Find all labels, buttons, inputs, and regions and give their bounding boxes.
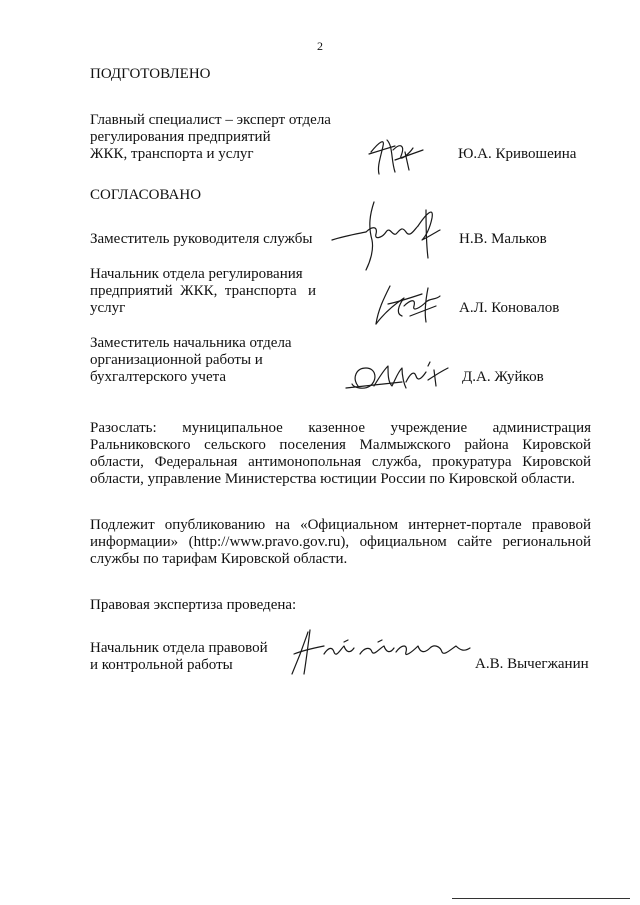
- position-line: бухгалтерского учета: [90, 369, 227, 385]
- paragraph-line: Ральниковского сельского поселения Малмыжского района Кировской: [90, 437, 591, 453]
- agreed-name-3: Д.А. Жуйков: [462, 369, 544, 385]
- paragraph-line: информации» (http://www.pravo.gov.ru), официальном сайте региональной: [90, 534, 591, 550]
- position-line: Главный специалист – эксперт отдела: [90, 112, 331, 128]
- agreed-name-1: Н.В. Мальков: [459, 231, 547, 247]
- agreed-position-3: [90, 335, 340, 386]
- signature-zhuykov: [344, 356, 454, 396]
- position-line: и контрольной работы: [90, 657, 233, 673]
- prepared-name: Ю.А. Кривошеина: [458, 146, 577, 162]
- position-line: ЖКК, транспорта и услуг: [90, 146, 254, 162]
- page-number: 2: [317, 39, 323, 53]
- position-line: Начальник отдела правовой: [90, 640, 268, 656]
- signature-malkov: [330, 196, 442, 276]
- paragraph-line: Разослать: муниципальное казенное учреждение администрация: [90, 420, 591, 436]
- distribution-paragraph: [90, 420, 591, 488]
- position-line: Заместитель руководителя службы: [90, 231, 313, 247]
- position-line: Начальник отдела регулирования: [90, 266, 303, 282]
- position-line: организационной работы и: [90, 352, 263, 368]
- paragraph-line: службы по тарифам Кировской области.: [90, 551, 348, 567]
- agreed-position-2: [90, 266, 338, 317]
- publication-paragraph: [90, 517, 591, 568]
- position-line: Заместитель начальника отдела: [90, 335, 292, 351]
- position-line: предприятий ЖКК, транспорта и: [90, 283, 316, 299]
- paragraph-line: Подлежит опубликованию на «Официальном интернет-портале правовой: [90, 517, 591, 533]
- paragraph-line: области, управление Министерства юстиции России по Кировской области.: [90, 471, 576, 487]
- agreed-name-2: А.Л. Коновалов: [459, 300, 560, 316]
- prepared-heading: ПОДГОТОВЛЕНО: [90, 66, 211, 82]
- signature-konovalov: [370, 276, 450, 332]
- signature-vychegzhanin: [284, 624, 474, 680]
- position-line: регулирования предприятий: [90, 129, 271, 145]
- agreed-heading: СОГЛАСОВАНО: [90, 187, 202, 203]
- signature-kryvosheina: [365, 132, 435, 180]
- legal-review-statement: Правовая экспертиза проведена:: [90, 597, 297, 613]
- footer-rule: [452, 898, 630, 899]
- agreed-position-1: [90, 231, 340, 248]
- legal-review-name: А.В. Вычегжанин: [475, 656, 589, 672]
- paragraph-line: области, Федеральная антимонопольная служба, прокуратура Кировской: [90, 454, 591, 470]
- position-line: услуг: [90, 300, 126, 316]
- prepared-position: [90, 112, 340, 163]
